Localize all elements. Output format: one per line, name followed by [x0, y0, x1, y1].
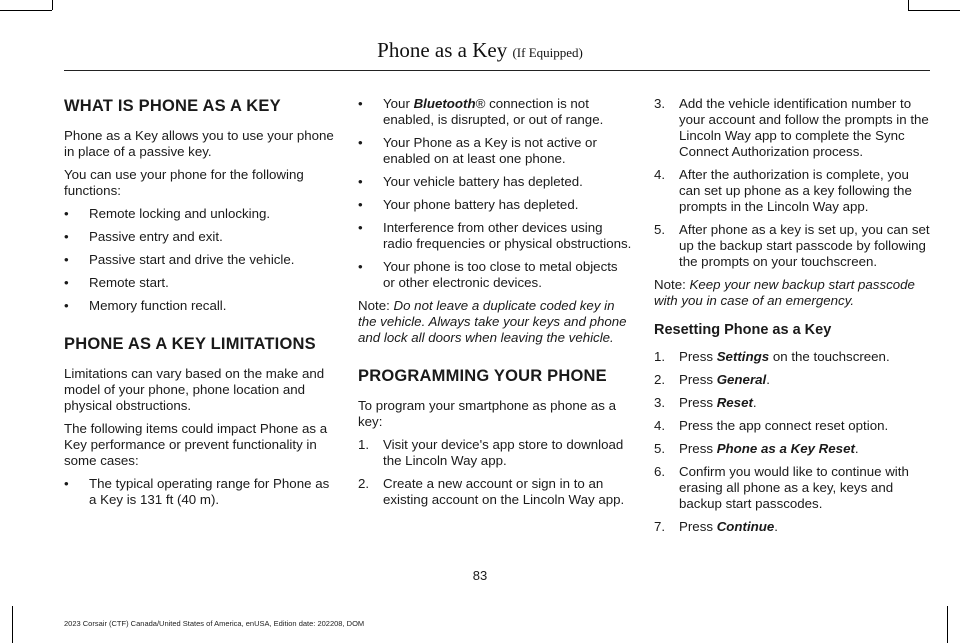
step-text: Press the app connect reset option.	[679, 418, 889, 433]
step-text: .	[752, 395, 757, 410]
step-text: on the touchscreen.	[769, 349, 890, 364]
programming-steps	[358, 437, 632, 508]
note-text: Do not leave a duplicate coded key in the vehicle. Always take your keys and phone and lock all doors when leaving the vehicle.	[358, 298, 627, 345]
list-item: • Passive entry and exit.	[64, 229, 338, 245]
list-item	[654, 349, 930, 365]
crop-mark	[947, 606, 948, 643]
crop-mark	[12, 606, 13, 643]
list-item	[654, 222, 930, 270]
paragraph: Limitations can vary based on the make and model of your phone, phone location and physical obstructions.	[64, 366, 325, 413]
page-number: 83	[472, 568, 488, 583]
step-number: 1.	[654, 349, 666, 364]
step-emphasis: Settings	[716, 349, 770, 364]
section-heading: PROGRAMMING YOUR PHONE	[358, 367, 607, 385]
limitations-list	[64, 476, 338, 508]
step-text: Visit your device's app store to download the Lincoln Way app.	[383, 437, 624, 468]
title-text: Phone as a Key	[377, 38, 508, 62]
step-text: Press	[679, 441, 717, 456]
list-item	[358, 437, 632, 469]
text: Your	[383, 96, 414, 111]
list-item: • Memory function recall.	[64, 298, 338, 314]
step-number: 5.	[654, 222, 666, 237]
step-text: After phone as a key is set up, you can set up the backup start passcode by following the prompts on your touchscreen.	[679, 222, 930, 269]
column-3	[654, 96, 930, 542]
crop-mark	[52, 0, 53, 10]
step-text: .	[774, 519, 778, 534]
step-number: 2.	[654, 372, 666, 387]
step-text: Press	[679, 519, 717, 534]
list-item	[654, 372, 930, 388]
step-emphasis: Phone as a Key Reset	[716, 441, 855, 456]
list-item: • Interference from other devices using radio frequencies or physical obstructions.	[358, 220, 632, 252]
step-number: 6.	[654, 464, 666, 479]
step-text: Add the vehicle identification number to your account and follow the prompts in the Lincoln Way app to complete the Sync Connect Authorization process.	[679, 96, 929, 159]
note-label: Note:	[654, 277, 686, 292]
list-item: • Passive start and drive the vehicle.	[64, 252, 338, 268]
step-text: Press	[679, 349, 717, 364]
step-text: After the authorization is complete, you can set up phone as a key following the prompts in the Lincoln Way app.	[679, 167, 912, 214]
subsection-heading: Resetting Phone as a Key	[654, 322, 832, 338]
paragraph: You can use your phone for the following functions:	[64, 167, 304, 198]
page-title	[0, 38, 960, 63]
list-item: • The typical operating range for Phone as a Key is 131 ft (40 m).	[64, 476, 338, 508]
list-item	[654, 519, 930, 535]
step-text: Press	[679, 395, 717, 410]
list-item	[654, 96, 930, 160]
step-number: 3.	[654, 395, 666, 410]
list-item	[654, 167, 930, 215]
reset-steps	[654, 349, 930, 535]
text-emphasis: Bluetooth	[413, 96, 476, 111]
note-label: Note:	[358, 298, 390, 313]
note-text: Keep your new backup start passcode with you in case of an emergency.	[654, 277, 915, 308]
step-number: 3.	[654, 96, 666, 111]
paragraph: Phone as a Key allows you to use your phone in place of a passive key.	[64, 128, 334, 159]
step-number: 1.	[358, 437, 370, 452]
crop-mark	[0, 10, 52, 11]
list-item: • Your vehicle battery has depleted.	[358, 174, 632, 190]
functions-list	[64, 206, 338, 314]
programming-steps-cont	[654, 96, 930, 270]
list-item	[654, 464, 930, 512]
step-text: Create a new account or sign in to an existing account on the Lincoln Way app.	[383, 476, 625, 507]
list-item: • Remote start.	[64, 275, 338, 291]
step-text: .	[766, 372, 770, 387]
limitations-list-cont	[358, 96, 632, 291]
paragraph: The following items could impact Phone as a Key performance or prevent functionality in some cases:	[64, 421, 328, 468]
step-number: 5.	[654, 441, 666, 456]
crop-mark	[908, 0, 909, 10]
step-number: 4.	[654, 418, 666, 433]
step-number: 2.	[358, 476, 370, 491]
crop-mark	[908, 10, 960, 11]
note	[654, 277, 930, 309]
column-2	[358, 96, 632, 515]
section-heading: PHONE AS A KEY LIMITATIONS	[64, 335, 316, 353]
list-item: • Remote locking and unlocking.	[64, 206, 338, 222]
section-heading: WHAT IS PHONE AS A KEY	[64, 97, 281, 115]
list-item	[358, 476, 632, 508]
step-emphasis: Continue	[716, 519, 775, 534]
step-number: 4.	[654, 167, 666, 182]
paragraph: To program your smartphone as phone as a key:	[358, 398, 616, 429]
note	[358, 298, 632, 346]
step-number: 7.	[654, 519, 666, 534]
step-text: Confirm you would like to continue with erasing all phone as a key, keys and backup start passcodes.	[679, 464, 909, 511]
list-item: • Your phone battery has depleted.	[358, 197, 632, 213]
step-emphasis: General	[716, 372, 767, 387]
step-emphasis: Reset	[716, 395, 753, 410]
list-item	[654, 441, 930, 457]
list-item	[654, 418, 930, 434]
header-rule	[64, 70, 930, 71]
text: ® connection is not enabled, is disrupted, or out of range.	[383, 96, 604, 127]
footer-text: 2023 Corsair (CTF) Canada/United States of America, enUSA, Edition date: 202208, DOM	[64, 619, 365, 628]
list-item: • Your Phone as a Key is not active or enabled on at least one phone.	[358, 135, 632, 167]
list-item	[358, 96, 632, 128]
step-text: Press	[679, 372, 717, 387]
step-text: .	[854, 441, 859, 456]
title-subtitle: (If Equipped)	[512, 45, 583, 60]
list-item: • Your phone is too close to metal objects or other electronic devices.	[358, 259, 632, 291]
list-item	[654, 395, 930, 411]
column-1	[64, 96, 338, 515]
